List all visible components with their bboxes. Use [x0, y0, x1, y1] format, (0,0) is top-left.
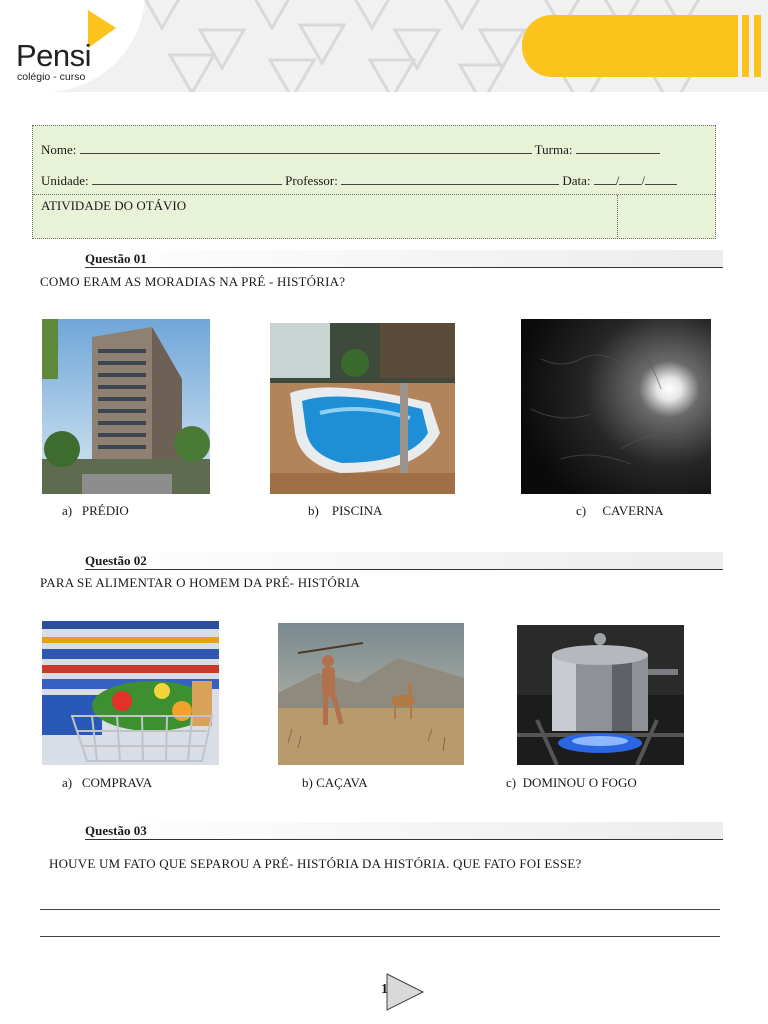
q2-option-b-label: CAÇAVA	[316, 775, 368, 790]
student-info-box	[32, 125, 716, 239]
date-month-field[interactable]	[619, 173, 641, 185]
brand-subtitle: colégio - curso	[17, 71, 86, 83]
unidade-label: Unidade:	[41, 173, 89, 188]
q1-option-b-label: PISCINA	[331, 503, 383, 518]
header-accent-bar	[522, 15, 738, 77]
unidade-field[interactable]	[92, 173, 282, 185]
name-row	[41, 142, 660, 158]
header-stripe	[742, 15, 749, 77]
professor-label: Professor:	[285, 173, 338, 188]
grade-cell	[617, 195, 618, 239]
q2-option-a-letter: a)	[62, 775, 73, 790]
question-1-text: COMO ERAM AS MORADIAS NA PRÉ - HISTÓRIA?	[40, 274, 346, 289]
brand-play-icon	[86, 8, 120, 52]
question-2-text: PARA SE ALIMENTAR O HOMEM DA PRÉ- HISTÓRIA	[40, 575, 360, 590]
next-page-arrow-icon	[386, 972, 426, 1012]
question-1-heading: Questão 01	[85, 250, 723, 268]
activity-title: ATIVIDADE DO OTÁVIO	[41, 198, 187, 213]
q1-option-b[interactable]	[308, 503, 382, 519]
q1-option-b-letter: b)	[308, 503, 319, 518]
page-header	[0, 0, 768, 92]
q2-option-b-letter: b)	[302, 775, 313, 790]
swimming-pool-image	[270, 323, 455, 494]
data-label: Data:	[562, 173, 591, 188]
cave-image	[521, 319, 711, 494]
date-year-field[interactable]	[645, 173, 677, 185]
q2-option-a-label: COMPRAVA	[81, 775, 153, 790]
answer-line-1[interactable]	[40, 909, 720, 910]
brand-logo: Pensi	[16, 38, 92, 73]
q1-option-c-label: CAVERNA	[602, 503, 664, 518]
hunter-image	[278, 623, 464, 765]
nome-field[interactable]	[80, 142, 532, 154]
shopping-cart-image	[42, 621, 219, 765]
turma-field[interactable]	[576, 142, 660, 154]
q2-option-b[interactable]	[302, 775, 368, 791]
q1-option-c-letter: c)	[576, 503, 587, 518]
pot-on-stove-image	[517, 625, 684, 765]
header-stripe	[754, 15, 761, 77]
q2-option-c-letter: c)	[506, 775, 517, 790]
turma-label: Turma:	[534, 142, 573, 157]
question-2-heading: Questão 02	[85, 552, 723, 570]
q2-option-c[interactable]	[506, 775, 637, 791]
question-3-text: HOUVE UM FATO QUE SEPAROU A PRÉ- HISTÓRIA DA HISTÓRIA. QUE FATO FOI ESSE?	[49, 856, 582, 871]
question-3-heading: Questão 03	[85, 822, 723, 840]
apartment-building-image	[42, 319, 210, 494]
q1-option-a-letter: a)	[62, 503, 73, 518]
activity-row	[33, 194, 715, 239]
page-number: 1	[381, 982, 388, 997]
q2-option-a[interactable]	[62, 775, 152, 791]
date-day-field[interactable]	[594, 173, 616, 185]
answer-line-2[interactable]	[40, 936, 720, 937]
unit-row: Unidade: Professor: Data: / /	[41, 173, 677, 189]
q1-option-a-label: PRÉDIO	[81, 503, 129, 518]
q1-option-c[interactable]	[576, 503, 664, 519]
nome-label: Nome:	[41, 142, 77, 157]
professor-field[interactable]	[341, 173, 559, 185]
q1-option-a[interactable]	[62, 503, 129, 519]
q2-option-c-label: DOMINOU O FOGO	[522, 775, 637, 790]
